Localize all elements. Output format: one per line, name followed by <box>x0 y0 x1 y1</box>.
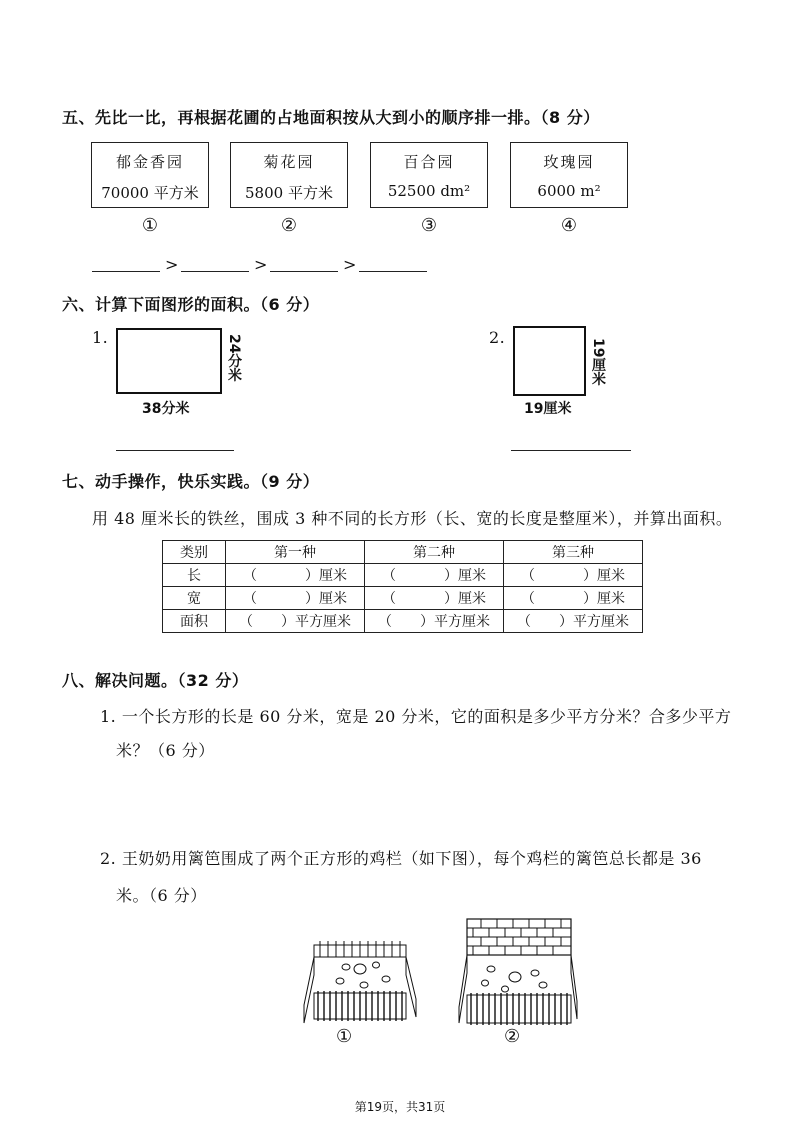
unit-text: ）厘米 <box>444 568 486 584</box>
row-label: 宽 <box>163 587 226 610</box>
unit-text: ）平方厘米 <box>559 614 629 630</box>
garden-card-rose <box>510 142 628 208</box>
unit-text: ）平方厘米 <box>281 614 351 630</box>
order-blank-2[interactable] <box>181 271 249 272</box>
open-paren: （ <box>243 591 257 607</box>
length-cell-1[interactable] <box>226 564 365 587</box>
chicken-pen-illustration-2 <box>455 915 580 1030</box>
page-footer: 第19页，共31页 <box>354 1100 446 1114</box>
garden-card-tulip <box>91 142 209 208</box>
width-cell-3[interactable] <box>504 587 643 610</box>
garden-area: 6000 m² <box>537 182 601 200</box>
row-label: 面积 <box>163 610 226 633</box>
area-cell-1[interactable] <box>226 610 365 633</box>
length-cell-2[interactable] <box>365 564 504 587</box>
figure2-width-label: 19厘米 <box>524 401 572 417</box>
table-header-first: 第一种 <box>226 541 365 564</box>
order-blank-3[interactable] <box>270 271 338 272</box>
length-cell-3[interactable] <box>504 564 643 587</box>
square-figure-2 <box>513 326 586 396</box>
greater-than-2: > <box>254 255 268 274</box>
answer-blank-figure-1[interactable] <box>116 450 234 451</box>
figure1-height-label: 24分米 <box>226 334 242 382</box>
pen-marker-1: ① <box>336 1026 353 1047</box>
section8-heading: 八、解决问题。（32 分） <box>62 671 249 690</box>
open-paren: （ <box>382 591 396 607</box>
section6-heading: 六、计算下面图形的面积。（6 分） <box>62 295 320 314</box>
garden-name: 菊花园 <box>263 153 315 171</box>
garden-area: 5800 平方米 <box>245 184 333 202</box>
open-paren: （ <box>521 568 535 584</box>
unit-text: ）厘米 <box>305 591 347 607</box>
table-header-row <box>163 541 643 564</box>
width-cell-1[interactable] <box>226 587 365 610</box>
garden-area: 52500 dm² <box>387 182 471 200</box>
unit-text: ）厘米 <box>444 591 486 607</box>
question1-line2: 米？（6 分） <box>116 741 215 760</box>
figure2-height-label: 19厘米 <box>590 338 606 386</box>
pen-marker-2: ② <box>504 1026 521 1047</box>
question2-line1: 2. 王奶奶用篱笆围成了两个正方形的鸡栏（如下图），每个鸡栏的篱笆总长都是 36 <box>100 849 702 868</box>
open-paren: （ <box>382 568 396 584</box>
open-paren: （ <box>243 568 257 584</box>
table-row-length <box>163 564 643 587</box>
table-header-third: 第三种 <box>504 541 643 564</box>
open-paren: （ <box>521 591 535 607</box>
wire-rectangle-table <box>162 540 643 633</box>
open-paren: （ <box>378 614 392 630</box>
garden-marker-2: ② <box>280 215 298 236</box>
area-cell-2[interactable] <box>365 610 504 633</box>
order-blank-1[interactable] <box>92 271 160 272</box>
garden-card-chrysanthemum <box>230 142 348 208</box>
table-header-second: 第二种 <box>365 541 504 564</box>
garden-marker-4: ④ <box>560 215 578 236</box>
order-blank-4[interactable] <box>359 271 427 272</box>
section7-instruction: 用 48 厘米长的铁丝，围成 3 种不同的长方形（长、宽的长度是整厘米），并算出面积。 <box>92 509 733 528</box>
chicken-pen-illustration-1 <box>300 935 420 1030</box>
garden-area: 70000 平方米 <box>101 184 199 202</box>
answer-blank-figure-2[interactable] <box>511 450 631 451</box>
question1-line1: 1. 一个长方形的长是 60 分米，宽是 20 分米，它的面积是多少平方分米？合多少平方 <box>100 707 732 726</box>
garden-marker-3: ③ <box>420 215 438 236</box>
open-paren: （ <box>517 614 531 630</box>
garden-name: 玫瑰园 <box>543 153 595 171</box>
figure-number-1: 1. <box>92 328 109 347</box>
table-header-category: 类别 <box>163 541 226 564</box>
greater-than-1: > <box>165 255 179 274</box>
table-row-area <box>163 610 643 633</box>
garden-card-lily <box>370 142 488 208</box>
question2-line2: 米。（6 分） <box>116 886 207 905</box>
table-row-width <box>163 587 643 610</box>
garden-name: 百合园 <box>403 153 455 171</box>
unit-text: ）厘米 <box>583 568 625 584</box>
garden-name: 郁金香园 <box>115 153 184 171</box>
figure1-width-label: 38分米 <box>142 401 190 417</box>
unit-text: ）厘米 <box>305 568 347 584</box>
unit-text: ）平方厘米 <box>420 614 490 630</box>
section5-heading: 五、先比一比，再根据花圃的占地面积按从大到小的顺序排一排。（8 分） <box>62 108 600 127</box>
garden-marker-1: ① <box>141 215 159 236</box>
rectangle-figure-1 <box>116 328 222 394</box>
section7-heading: 七、动手操作，快乐实践。（9 分） <box>62 472 320 491</box>
figure-number-2: 2. <box>489 328 506 347</box>
greater-than-3: > <box>343 255 357 274</box>
area-cell-3[interactable] <box>504 610 643 633</box>
row-label: 长 <box>163 564 226 587</box>
open-paren: （ <box>239 614 253 630</box>
width-cell-2[interactable] <box>365 587 504 610</box>
unit-text: ）厘米 <box>583 591 625 607</box>
